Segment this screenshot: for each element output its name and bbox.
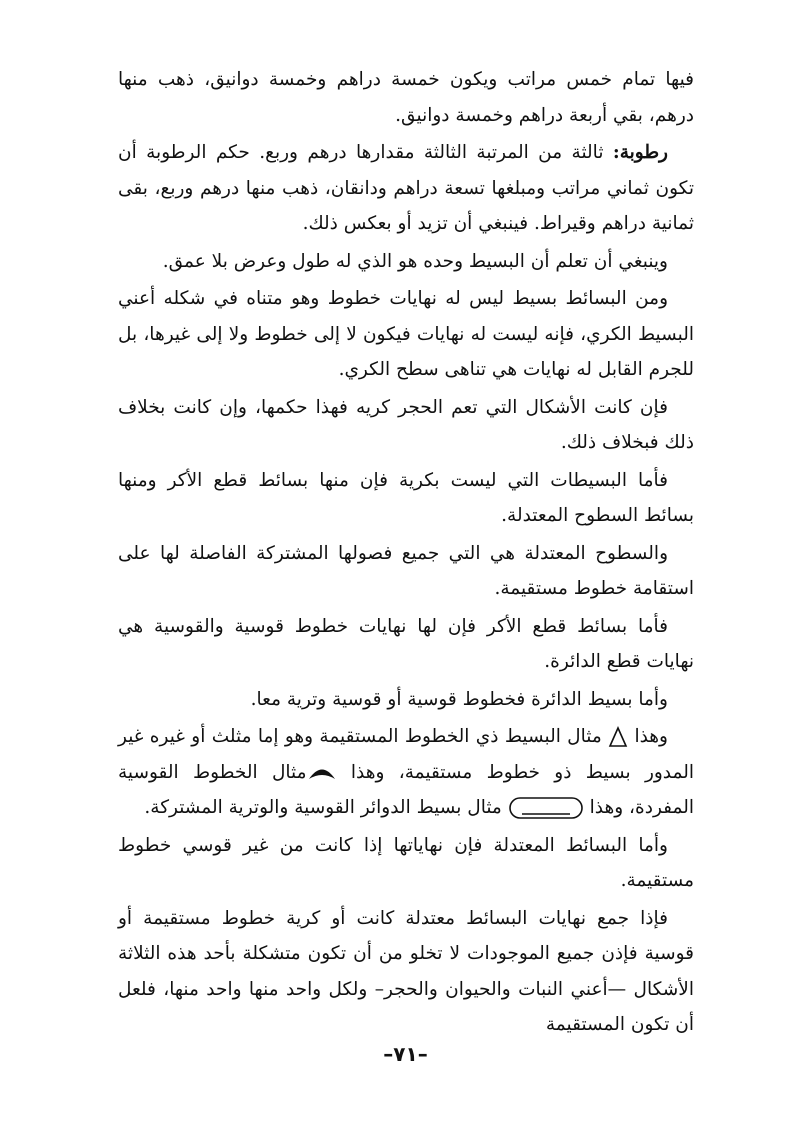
paragraph-part: مثال الخطوط القوسية المفردة، وهذا (118, 761, 694, 818)
paragraph: فإذا جمع نهايات البسائط معتدلة كانت أو كرية خطوط مستقيمة أو قوسية فإذن جميع الموجودات لا تخلو من أن تكون متشكلة بأحد هذه الثلاثة الأشكال —أعني النبات والحيوان والحجر– ولكل واحد منها واحد منها، فلعل أن تكون المستقيمة (118, 907, 694, 1035)
paragraph-part: وهذا (634, 726, 668, 747)
paragraph-with-figures (118, 719, 694, 826)
paragraph: فيها تمام خمس مراتب ويكون خمسة دراهم وخمسة دوانيق، ذهب منها درهم، بقي أربعة دراهم وخمسة دوانيق. (118, 69, 694, 126)
page-number: –٧١– (383, 1042, 428, 1066)
paragraph: فإن كانت الأشكال التي تعم الحجر كريه فهذا حكمها، وإن كانت بخلاف ذلك فبخلاف ذلك. (118, 396, 694, 453)
paragraph: وأما البسائط المعتدلة فإن نهاياتها إذا كانت من غير قوسي خطوط مستقيمة. (118, 834, 694, 891)
paragraph-part: مثال البسيط ذي الخطوط المستقيمة وهو إما مثلث أو غيره غير المدور بسيط ذو خطوط مستقيمة، وهذا (118, 726, 694, 783)
arc-figure-icon (307, 764, 337, 782)
paragraph: فأما بسائط قطع الأكر فإن لها نهايات خطوط قوسية والقوسية هي نهايات قطع الدائرة. (118, 615, 694, 672)
paragraph-body: ثالثة من المرتبة الثالثة مقدارها درهم وربع. حكم الرطوبة أن تكون ثماني مراتب ومبلغها تسعة دراهم ودانقان، ذهب منها درهم وربع، بقى ثمانية دراهم وقيراط. فينبغي أن تزيد أو بعكس ذلك. (118, 142, 694, 234)
paragraph: ومن البسائط بسيط ليس له نهايات خطوط وهو متناه في شكله أعني البسيط الكري، فإنه ليست له نهايات فيكون لا إلى خطوط ولا إلى غيرها، بل للجرم القابل له نهايات هي تناهى سطح الكري. (118, 288, 694, 380)
paragraph: وينبغي أن تعلم أن البسيط وحده هو الذي له طول وعرض بلا عمق. (162, 250, 668, 272)
triangle-figure-icon (608, 726, 628, 748)
paragraph-part: مثال بسيط الدوائر القوسية والوترية المشتركة. (144, 797, 502, 818)
paragraph: فأما البسيطات التي ليست بكرية فإن منها بسائط قطع الأكر ومنها بسائط السطوح المعتدلة. (118, 469, 694, 526)
paragraph-lead-term: رطوبة: (612, 142, 668, 163)
body-text (118, 62, 694, 1045)
rounded-segment-figure-icon (508, 795, 584, 821)
paragraph (118, 135, 694, 242)
paragraph: والسطوح المعتدلة هي التي جميع فصولها المشتركة الفاصلة لها على استقامة خطوط مستقيمة. (118, 542, 694, 599)
paragraph: وأما بسيط الدائرة فخطوط قوسية أو قوسية وترية معا. (250, 688, 668, 710)
